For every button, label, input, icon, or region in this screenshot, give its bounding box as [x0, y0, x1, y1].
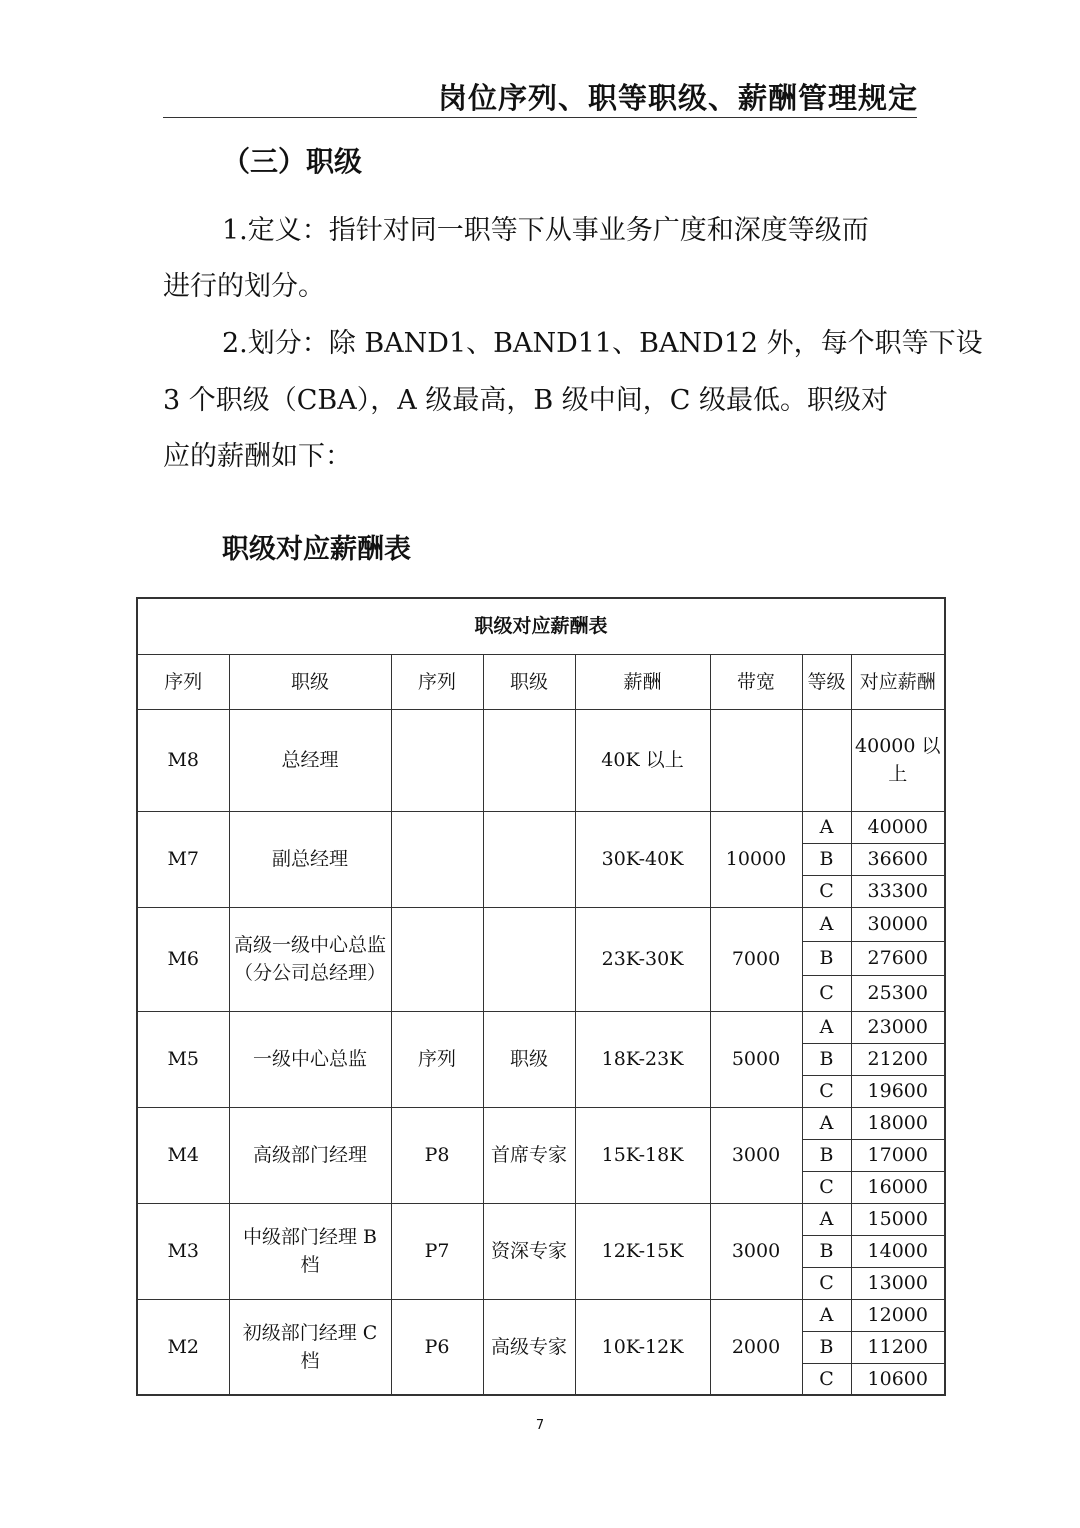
- grade-cell: C: [802, 1267, 851, 1299]
- band-cell: 2000: [710, 1299, 802, 1395]
- paragraph-line: 2.划分：除 BAND1、BAND11、BAND12 外，每个职等下设: [222, 328, 983, 359]
- grade-cell: A: [802, 907, 851, 941]
- table-caption-row: [137, 598, 945, 654]
- table-row: [137, 907, 945, 941]
- sequence-cell: P7: [391, 1203, 483, 1299]
- salary-cell: 30K-40K: [575, 811, 710, 907]
- header-cell: 职级: [483, 654, 575, 709]
- salary-cell: 10K-12K: [575, 1299, 710, 1395]
- amount-cell: 21200: [851, 1043, 945, 1075]
- amount-cell: 18000: [851, 1107, 945, 1139]
- level-cell: 高级一级中心总监（分公司总经理）: [229, 907, 391, 1011]
- section-heading: （三）职级: [222, 145, 363, 178]
- header-cell: 对应薪酬: [851, 654, 945, 709]
- amount-cell: 40000 以上: [851, 709, 945, 811]
- grade-cell: B: [802, 1331, 851, 1363]
- table-row: [137, 1299, 945, 1331]
- paragraph-line: 进行的划分。: [163, 271, 325, 302]
- amount-cell: 13000: [851, 1267, 945, 1299]
- sequence-cell: M5: [137, 1011, 229, 1107]
- grade-cell: B: [802, 1139, 851, 1171]
- band-cell: 5000: [710, 1011, 802, 1107]
- amount-cell: 27600: [851, 941, 945, 975]
- grade-cell: [802, 709, 851, 811]
- level-cell: [483, 907, 575, 1011]
- band-cell: 10000: [710, 811, 802, 907]
- sequence-cell: M2: [137, 1299, 229, 1395]
- grade-cell: B: [802, 941, 851, 975]
- band-cell: 3000: [710, 1203, 802, 1299]
- level-cell: 中级部门经理 B 档: [229, 1203, 391, 1299]
- level-cell: 高级部门经理: [229, 1107, 391, 1203]
- level-cell: 副总经理: [229, 811, 391, 907]
- grade-cell: B: [802, 1235, 851, 1267]
- grade-cell: A: [802, 1203, 851, 1235]
- level-cell: 初级部门经理 C 档: [229, 1299, 391, 1395]
- sequence-cell: P6: [391, 1299, 483, 1395]
- grade-cell: A: [802, 1011, 851, 1043]
- salary-cell: 40K 以上: [575, 709, 710, 811]
- grade-cell: C: [802, 1171, 851, 1203]
- grade-cell: C: [802, 1363, 851, 1395]
- amount-cell: 14000: [851, 1235, 945, 1267]
- level-cell: 资深专家: [483, 1203, 575, 1299]
- sequence-cell: M7: [137, 811, 229, 907]
- table-caption: 职级对应薪酬表: [222, 534, 411, 565]
- document-header-title: 岗位序列、职等职级、薪酬管理规定: [437, 81, 918, 115]
- level-cell: [483, 811, 575, 907]
- amount-cell: 30000: [851, 907, 945, 941]
- table-row: [137, 1203, 945, 1235]
- band-cell: 3000: [710, 1107, 802, 1203]
- salary-cell: 12K-15K: [575, 1203, 710, 1299]
- sequence-cell: P8: [391, 1107, 483, 1203]
- salary-cell: 23K-30K: [575, 907, 710, 1011]
- sequence-cell: [391, 709, 483, 811]
- header-cell: 序列: [391, 654, 483, 709]
- amount-cell: 19600: [851, 1075, 945, 1107]
- level-cell: 高级专家: [483, 1299, 575, 1395]
- sequence-cell: 序列: [391, 1011, 483, 1107]
- salary-table: [136, 597, 946, 1396]
- header-cell: 职级: [229, 654, 391, 709]
- amount-cell: 11200: [851, 1331, 945, 1363]
- sequence-cell: [391, 811, 483, 907]
- grade-cell: A: [802, 811, 851, 843]
- band-cell: 7000: [710, 907, 802, 1011]
- sequence-cell: M8: [137, 709, 229, 811]
- header-cell: 带宽: [710, 654, 802, 709]
- paragraph-line: 应的薪酬如下：: [163, 441, 352, 472]
- level-cell: 首席专家: [483, 1107, 575, 1203]
- salary-cell: 18K-23K: [575, 1011, 710, 1107]
- grade-cell: C: [802, 975, 851, 1011]
- header-cell: 薪酬: [575, 654, 710, 709]
- sequence-cell: M4: [137, 1107, 229, 1203]
- sequence-cell: M6: [137, 907, 229, 1011]
- band-cell: [710, 709, 802, 811]
- table-row: [137, 1011, 945, 1043]
- salary-cell: 15K-18K: [575, 1107, 710, 1203]
- amount-cell: 40000: [851, 811, 945, 843]
- level-cell: [483, 709, 575, 811]
- grade-cell: B: [802, 1043, 851, 1075]
- amount-cell: 25300: [851, 975, 945, 1011]
- amount-cell: 33300: [851, 875, 945, 907]
- paragraph-line: 3 个职级（CBA），A 级最高，B 级中间，C 级最低。职级对: [163, 385, 889, 416]
- level-cell: 职级: [483, 1011, 575, 1107]
- amount-cell: 10600: [851, 1363, 945, 1395]
- amount-cell: 17000: [851, 1139, 945, 1171]
- amount-cell: 12000: [851, 1299, 945, 1331]
- paragraph-line: 1.定义：指针对同一职等下从事业务广度和深度等级而: [222, 215, 869, 246]
- table-row: [137, 1107, 945, 1139]
- amount-cell: 16000: [851, 1171, 945, 1203]
- grade-cell: A: [802, 1299, 851, 1331]
- table-row: [137, 811, 945, 843]
- sequence-cell: [391, 907, 483, 1011]
- table-header-row: [137, 654, 945, 709]
- table-title: 职级对应薪酬表: [137, 598, 945, 654]
- table-row: [137, 709, 945, 811]
- grade-cell: C: [802, 875, 851, 907]
- level-cell: 总经理: [229, 709, 391, 811]
- header-cell: 等级: [802, 654, 851, 709]
- grade-cell: A: [802, 1107, 851, 1139]
- level-cell: 一级中心总监: [229, 1011, 391, 1107]
- sequence-cell: M3: [137, 1203, 229, 1299]
- amount-cell: 15000: [851, 1203, 945, 1235]
- grade-cell: C: [802, 1075, 851, 1107]
- page-number: 7: [535, 1418, 545, 1433]
- grade-cell: B: [802, 843, 851, 875]
- header-divider: [163, 117, 917, 118]
- amount-cell: 23000: [851, 1011, 945, 1043]
- amount-cell: 36600: [851, 843, 945, 875]
- header-cell: 序列: [137, 654, 229, 709]
